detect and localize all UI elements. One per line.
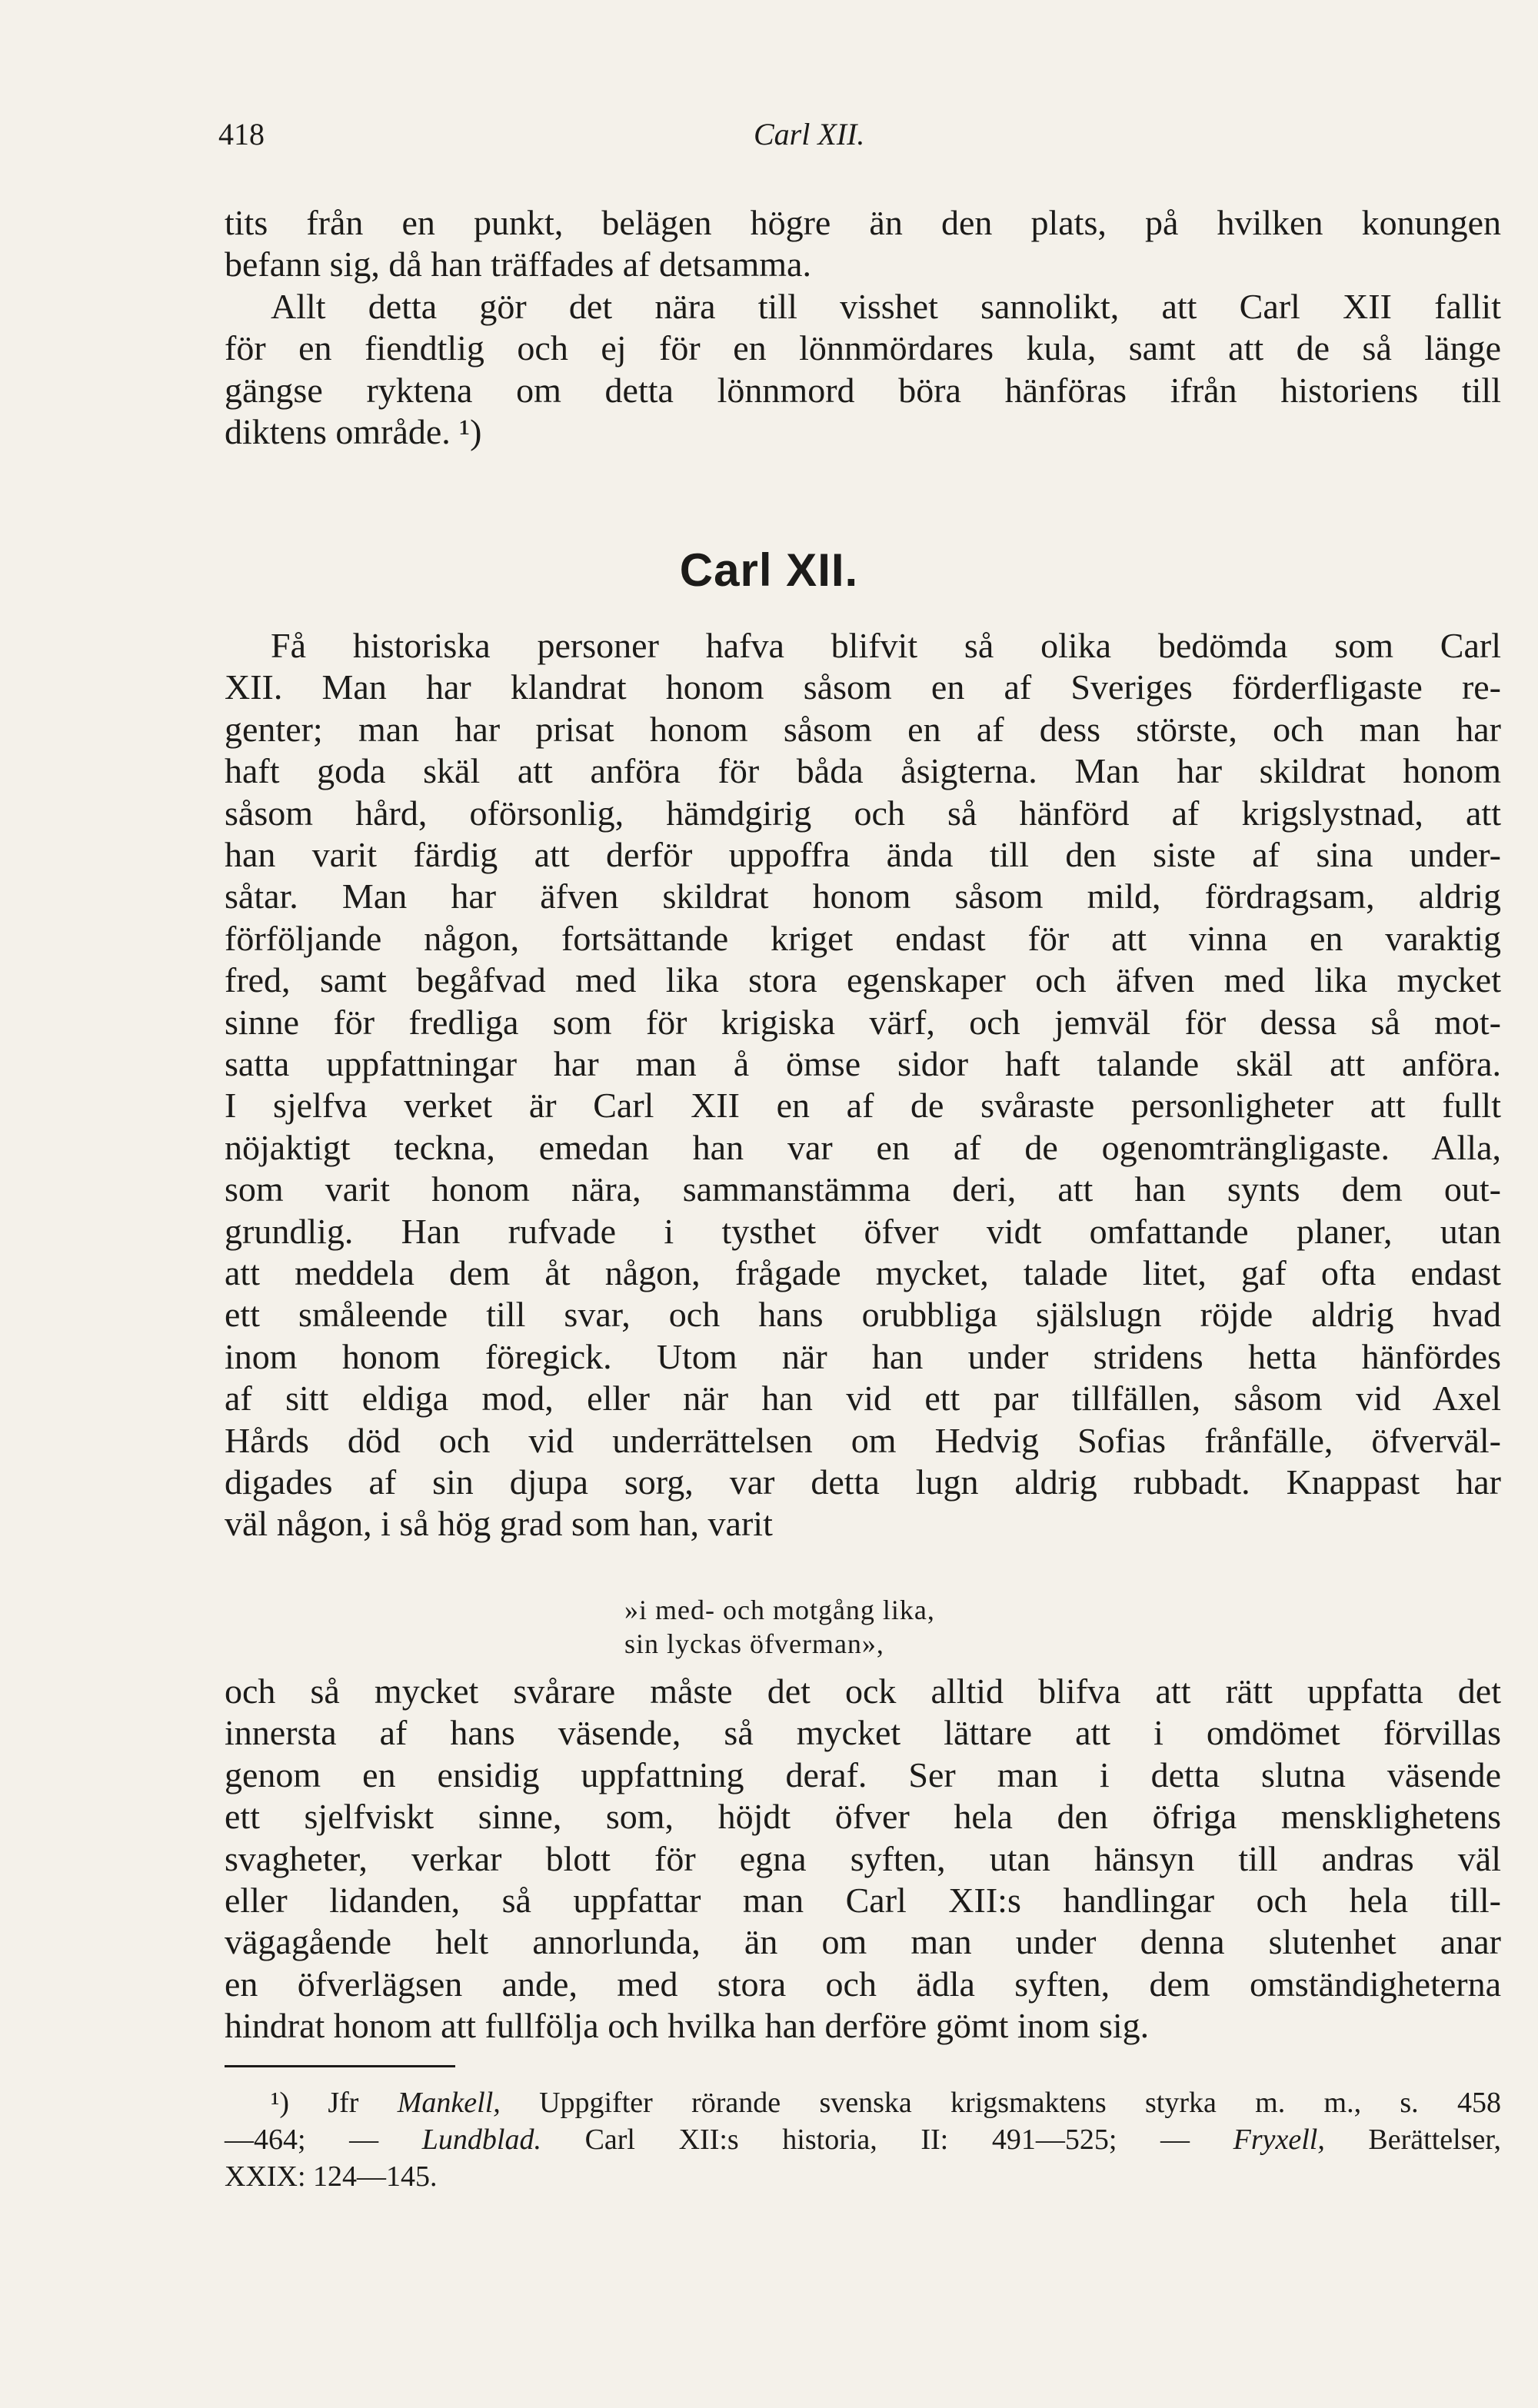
text-line: ett småleende till svar, och hans orubbliga själslugn röjde aldrig hvad	[225, 1295, 1501, 1335]
footnote-line: ¹) Jfr Mankell, Uppgifter rörande svenska krigsmaktens styrka m. m., s. 458	[271, 2087, 1501, 2119]
text-line: svagheter, verkar blott för egna syften, utan hänsyn till andras väl	[225, 1838, 1501, 1878]
footnote-rule	[225, 2065, 455, 2067]
text-line: och så mycket svårare måste det ock alltid blifva att rätt uppfatta det	[225, 1671, 1501, 1711]
text-line: att meddela dem åt någon, frågade mycket, talade litet, gaf ofta endast	[225, 1253, 1501, 1292]
text-line: förföljande någon, fortsättande kriget endast för att vinna en varaktig	[225, 918, 1501, 958]
running-head: Carl XII.	[754, 117, 865, 151]
text-line: ett sjelfviskt sinne, som, höjdt öfver hela den öfriga mensklighetens	[225, 1797, 1501, 1837]
text-line: sinne för fredliga som för krigiska värf, och jemväl för dessa så mot-	[225, 1002, 1501, 1042]
text-line: gängse ryktena om detta lönnmord böra hänföras ifrån historiens till	[225, 370, 1501, 410]
text-line: hindrat honom att fullfölja och hvilka han derföre gömt inom sig.	[225, 2006, 1150, 2046]
text-line: eller lidanden, så uppfattar man Carl XII:s handlingar och hela till-	[225, 1881, 1501, 1920]
text-line: XII. Man har klandrat honom såsom en af Sveriges förderfligaste re-	[225, 667, 1501, 707]
text-line: tits från en punkt, belägen högre än den plats, på hvilken konungen	[225, 203, 1501, 242]
quote-line: sin lyckas öfverman»,	[624, 1628, 884, 1659]
page-number: 418	[218, 117, 265, 151]
text-line: inom honom föregick. Utom när han under stridens hetta hänfördes	[225, 1336, 1501, 1376]
text-line: Hårds död och vid underrättelsen om Hedvig Sofias frånfälle, öfverväl-	[225, 1420, 1501, 1460]
quote-line: »i med- och motgång lika,	[624, 1595, 935, 1625]
text-line: Få historiska personer hafva blifvit så olika bedömda som Carl	[271, 626, 1501, 665]
text-line: en öfverlägsen ande, med stora och ädla syften, dem omständigheterna	[225, 1964, 1501, 2004]
footnote-line: XXIX: 124—145.	[225, 2160, 438, 2193]
text-line: för en fiendtlig och ej för en lönnmördares kula, samt att de så länge	[225, 328, 1501, 368]
text-line: haft goda skäl att anföra för båda åsigterna. Man har skildrat honom	[225, 751, 1501, 791]
text-line: nöjaktigt teckna, emedan han var en af de ogenomträngligaste. Alla,	[225, 1127, 1501, 1167]
text-line: som varit honom nära, sammanstämma deri, att han synts dem out-	[225, 1169, 1501, 1209]
text-line: han varit färdig att derför uppoffra ända till den siste af sina under-	[225, 835, 1501, 874]
text-line: digades af sin djupa sorg, var detta lugn aldrig rubbadt. Knappast har	[225, 1462, 1501, 1502]
text-line: genom en ensidig uppfattning deraf. Ser man i detta slutna väsende	[225, 1754, 1501, 1794]
text-line: såsom hård, oförsonlig, hämdgirig och så hänförd af krigslystnad, att	[225, 793, 1501, 833]
text-line: grundlig. Han rufvade i tysthet öfver vidt omfattande planer, utan	[225, 1211, 1501, 1251]
text-line: befann sig, då han träffades af detsamma.	[225, 244, 811, 284]
text-line: väl någon, i så hög grad som han, varit	[225, 1504, 773, 1544]
footnote-line: —464; — Lundblad. Carl XII:s historia, II: 491—525; — Fryxell, Berättelser,	[225, 2124, 1501, 2156]
text-line: innersta af hans väsende, så mycket lättare att i omdömet förvillas	[225, 1713, 1501, 1753]
text-line: satta uppfattningar har man å ömse sidor haft talande skäl att anföra.	[225, 1044, 1501, 1083]
text-line: Allt detta gör det nära till visshet sannolikt, att Carl XII fallit	[271, 286, 1501, 326]
text-line: fred, samt begåfvad med lika stora egenskaper och äfven med lika mycket	[225, 960, 1501, 1000]
text-line: I sjelfva verket är Carl XII en af de svåraste personligheter att fullt	[225, 1086, 1501, 1126]
text-line: genter; man har prisat honom såsom en af dess störste, och man har	[225, 709, 1501, 749]
text-line: af sitt eldiga mod, eller när han vid ett par tillfällen, såsom vid Axel	[225, 1379, 1501, 1419]
text-line: diktens område. ¹)	[225, 412, 482, 451]
section-title: Carl XII.	[679, 544, 859, 596]
text-line: såtar. Man har äfven skildrat honom såsom mild, fördragsam, aldrig	[225, 876, 1501, 916]
text-line: vägagående helt annorlunda, än om man under denna slutenhet anar	[225, 1922, 1501, 1962]
